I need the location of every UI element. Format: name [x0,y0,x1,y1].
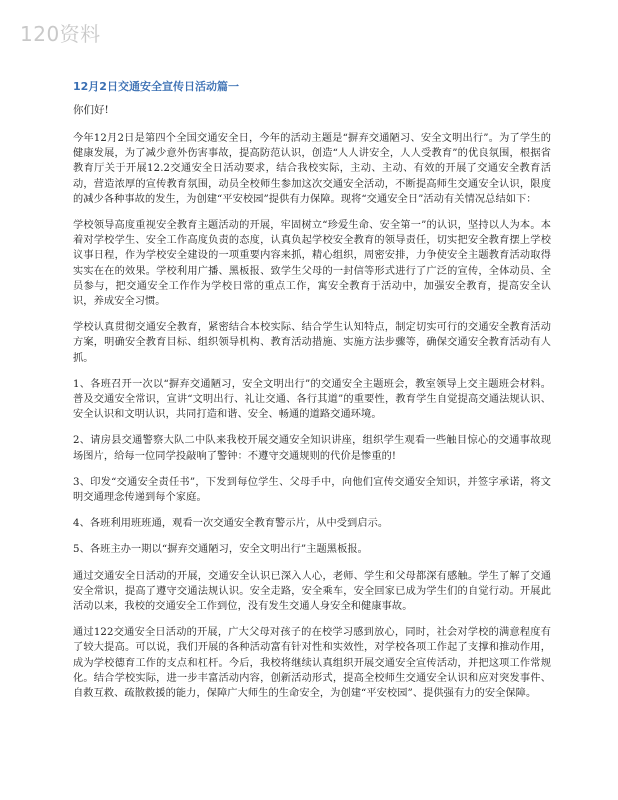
document-body [73,78,551,712]
paragraph: 学校领导高度重视安全教育主题活动的开展，牢固树立“珍爱生命、安全第一”的认识，坚持以人为本。本着对学校学生、安全工作高度负责的态度，认真负起学校安全教育的领导责任，切实把安全教育摆上学校议事日程，作为学校安全建设的一项重要内容来抓，精心组织，周密安排，力争使安全主题教育活动取得实实在在的效果。学校利用广播、黑板报、致学生父母的一封信等形式进行了广泛的宣传，全体动员、全员参与，把交通安全工作作为学校日常的重点工作，寓安全教育于活动中，加强安全教育，提高安全认识，养成安全习惯。 [73,220,551,308]
paragraph: 1、各班召开一次以“摒弃交通陋习，安全文明出行”的交通安全主题班会，教室领导上交主题班会材料。普及交通安全常识，宣讲“文明出行、礼让交通、各行其道”的重要性，教育学生自觉提高交通法规认识、安全认识和文明认识，共同打造和谐、安全、畅通的道路交通环境。 [73,378,551,421]
paragraph: 学校认真贯彻交通安全教育，紧密结合本校实际、结合学生认知特点，制定切实可行的交通安全教育活动方案，明确安全教育目标、组织领导机构、教育活动措施、实施方法步骤等，确保交通安全教育活动有人抓。 [73,322,551,364]
paragraph: 通过交通安全日活动的开展，交通安全认识已深入人心，老师、学生和父母都深有感触。学生了解了交通安全常识，提高了遵守交通法规认识。安全走路，安全乘车，安全回家已成为学生们的自觉行动。开展此活动以来，我校的交通安全工作到位，没有发生交通人身安全和健康事故。 [73,570,551,613]
paragraph: 今年12月2日是第四个全国交通安全日，今年的活动主题是“摒弃交通陋习、安全文明出行”。为了学生的健康发展，为了减少意外伤害事故，提高防范认识，创造“人人讲安全，人人受教育”的优良氛围，根据省教育厅关于开展12.2交通安全日活动要求，结合我校实际，主动、主动、有效的开展了交通安全教育活动，营造浓厚的宣传教育氛围，动员全校师生参加这次交通安全活动，不断提高师生交通安全认识，限度的减少各种事故的发生，为创建“平安校园”提供有力保障。现将“交通安全日”活动有关情况总结如下： [73,133,551,205]
paragraph: 2、请房县交通警察大队二中队来我校开展交通安全知识讲座，组织学生观看一些触目惊心的交通事故现场图片，给每一位同学投敲响了警钟：不遵守交通规则的代价是惨重的! [73,435,551,462]
paragraph: 通过122交通安全日活动的开展，广大父母对孩子的在校学习感到放心，同时，社会对学校的满意程度有了较大提高。可以说，我们开展的各种活动富有针对性和实效性，对学校各项工作起了支撑和推动作用，成为学校德育工作的支点和杠杆。今后，我校将继续认真组织开展交通安全宣传活动，并把这项工作常规化。结合学校实际，进一步丰富活动内容，创新活动形式，提高全校师生交通安全认识和应对突发事件、自救互救、疏散救援的能力，保障广大师生的生命安全，为创建“平安校园”、提供强有力的安全保障。 [73,627,551,700]
document-title: 12月2日交通安全宣传日活动篇一 [73,80,239,93]
paragraph: 3、印发“交通安全责任书”，下发到每位学生、父母手中，向他们宣传交通安全知识，并签字承诺，将文明交通理念传递到每个家庭。 [73,476,551,504]
paragraph: 4、各班利用班班通，观看一次交通安全教育警示片，从中受到启示。 [73,518,389,530]
greeting: 你们好! [73,104,109,116]
paragraph: 5、各班主办一期以“摒弃交通陋习，安全文明出行”主题黑板报。 [73,544,368,556]
watermark: 120资料 [20,22,101,46]
